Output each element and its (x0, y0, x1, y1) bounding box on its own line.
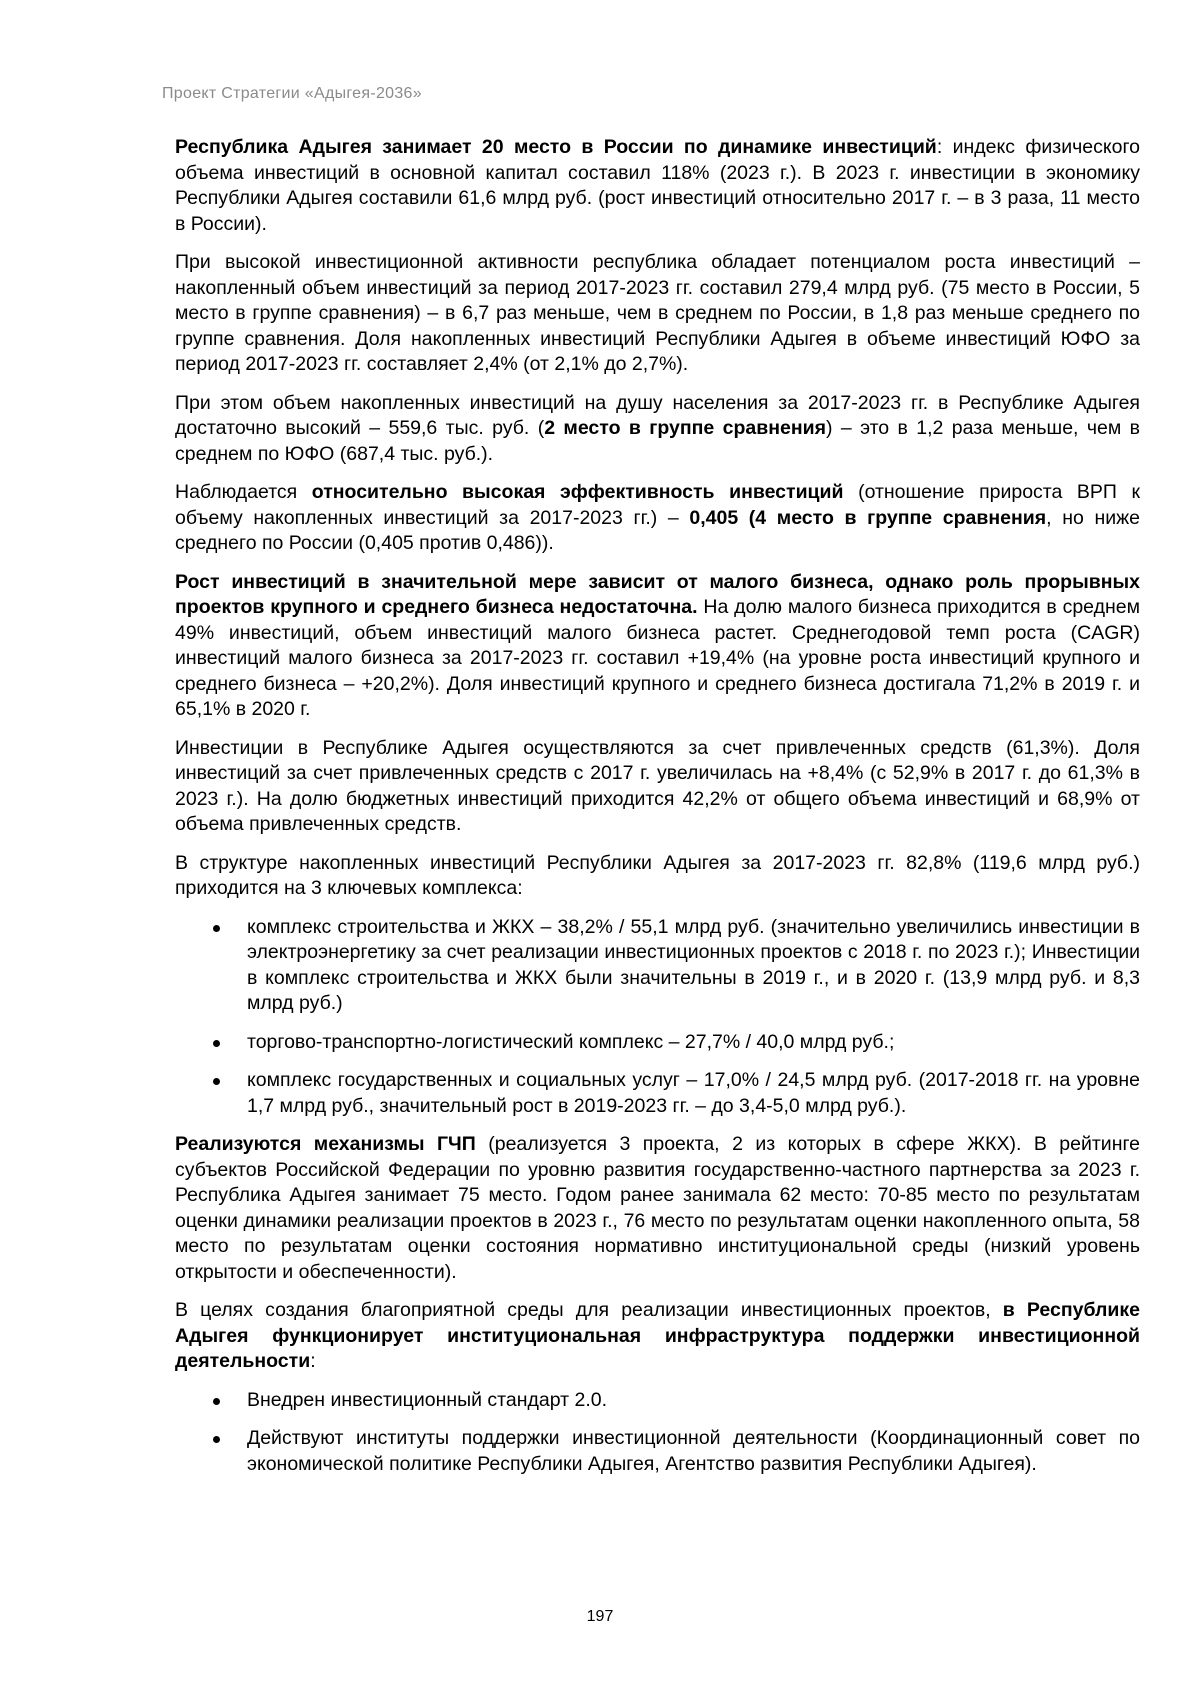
bullet-icon (213, 1078, 220, 1085)
list-item (175, 1068, 1140, 1119)
running-header: Проект Стратегии «Адыгея-2036» (162, 85, 422, 102)
list-item-text: комплекс строительства и ЖКХ – 38,2% / 55,1 млрд руб. (значительно увеличились инвестиции в электроэнергетику за счет реализации инвестиционных проектов с 2018 г. по 2023 г.); Инвестиции в комплекс строительства и ЖКХ были значительны в 2019 г., и в 2020 г. (13,9 млрд руб. и 8,3 млрд руб.) (247, 915, 1140, 1014)
paragraph-text: (отношение прироста ВРП к объему накопленных инвестиций за 2017-2023 гг.) – (175, 481, 1141, 529)
list-item-text: комплекс государственных и социальных услуг – 17,0% / 24,5 млрд руб. (2017-2018 гг. на уровне 1,7 млрд руб., значительный рост в 2019-2023 гг. – до 3,4-5,0 млрд руб.). (247, 1069, 1140, 1117)
list-item (175, 1426, 1140, 1477)
bullet-icon (213, 925, 220, 932)
paragraph (175, 135, 1140, 237)
paragraph-text: При этом объем накопленных инвестиций на душу населения за 2017-2023 гг. в Республике Адыгея достаточно высокий – 559,6 тыс. руб. ( (175, 391, 1140, 439)
bold-text: Рост инвестиций в значительной мере зависит от малого бизнеса, однако роль прорывных проектов крупного и среднего бизнеса недостаточна. (175, 570, 1140, 618)
list-item-text: торгово-транспортно-логистический комплекс – 27,7% / 40,0 млрд руб.; (247, 1030, 895, 1053)
paragraph-text: В структуре накопленных инвестиций Республики Адыгея за 2017-2023 гг. 82,8% (119,6 млрд руб.) приходится на 3 ключевых комплекса: (175, 851, 1140, 899)
paragraph-text: Инвестиции в Республике Адыгея осуществляются за счет привлеченных средств (61,3%). Доля инвестиций за счет привлеченных средств с 2017 г. увеличилась на +8,4% (с 52,9% в 2017 г. до 61,3% в 2023 г.). На долю бюджетных инвестиций приходится 42,2% от общего объема инвестиций и 68,9% от объема привлеченных средств. (175, 736, 1140, 835)
paragraph (175, 570, 1140, 723)
bold-text: в Республике Адыгея функционирует институциональная инфраструктура поддержки инвестиционной деятельности (175, 1299, 1140, 1372)
bullet-icon (213, 1436, 220, 1443)
main-content (175, 135, 1140, 1490)
paragraph-text: , но ниже среднего по России (0,405 против 0,486)). (175, 506, 1141, 554)
bullet-list (175, 915, 1140, 1120)
paragraph (175, 736, 1140, 838)
list-item (175, 1388, 1140, 1414)
paragraph-text: При высокой инвестиционной активности республика обладает потенциалом роста инвестиций – накопленный объем инвестиций за период 2017-2023 гг. составил 279,4 млрд руб. (75 место в России, 5 место в группе сравнения) – в 6,7 раз меньше, чем в среднем по России, в 1,8 раз меньше среднего по группе сравнения. Доля накопленных инвестиций Республики Адыгея в объеме инвестиций ЮФО за период 2017-2023 гг. составляет 2,4% (от 2,1% до 2,7%). (175, 251, 1140, 375)
bullet-list (175, 1388, 1140, 1478)
paragraph (175, 480, 1140, 557)
paragraph-text: В целях создания благоприятной среды для реализации инвестиционных проектов, (175, 1299, 1003, 1321)
paragraph-text: Наблюдается (175, 481, 312, 503)
paragraph (175, 851, 1140, 902)
paragraph-text: : индекс физического объема инвестиций в основной капитал составил 118% (2023 г.). В 2023 г. инвестиции в экономику Республики Адыгея составили 61,6 млрд руб. (рост инвестиций относительно 2017 г. – в 3 раза, 11 место в России). (175, 136, 1141, 235)
paragraph-text: : (310, 1350, 316, 1372)
bullet-icon (213, 1398, 220, 1405)
paragraph (175, 250, 1140, 378)
list-item-text: Внедрен инвестиционный стандарт 2.0. (247, 1388, 608, 1411)
bold-text: 2 место в группе сравнения (544, 417, 826, 439)
bold-text: Реализуются механизмы ГЧП (175, 1133, 476, 1155)
page-number: 197 (586, 1608, 614, 1625)
paragraph (175, 1132, 1140, 1285)
list-item-text: Действуют институты поддержки инвестиционной деятельности (Координационный совет по экономической политике Республики Адыгея, Агентство развития Республики Адыгея). (247, 1427, 1140, 1475)
bold-text: 0,405 (4 место в группе сравнения (689, 506, 1047, 529)
bold-text: Республика Адыгея занимает 20 место в России по динамике инвестиций (175, 136, 937, 158)
paragraph-text: На долю малого бизнеса приходится в среднем 49% инвестиций, объем инвестиций малого бизнеса растет. Среднегодовой темп роста (CAGR) инвестиций малого бизнеса за 2017-2023 гг. составил +19,4% (на уровне роста инвестиций крупного и среднего бизнеса – +20,2%). Доля инвестиций крупного и среднего бизнеса достигала 71,2% в 2019 г. и 65,1% в 2020 г. (175, 596, 1140, 720)
paragraph (175, 391, 1140, 468)
paragraph-text: (реализуется 3 проекта, 2 из которых в сфере ЖКХ). В рейтинге субъектов Российской Федерации по уровню развития государственно-частного партнерства за 2023 г. Республика Адыгея занимает 75 место. Годом ранее занимала 62 место: 70-85 место по результатам оценки динамики реализации проектов в 2023 г., 76 место по результатам оценки накопленного опыта, 58 место по результатам оценки состояния нормативно институциональной среды (низкий уровень открытости и обеспеченности). (175, 1133, 1140, 1283)
list-item (175, 1030, 1140, 1056)
bullet-icon (213, 1040, 220, 1047)
paragraph-text: ) – это в 1,2 раза меньше, чем в среднем по ЮФО (687,4 тыс. руб.). (175, 417, 1140, 465)
paragraph (175, 1298, 1140, 1375)
bold-text: относительно высокая эффективность инвестиций (311, 481, 844, 503)
list-item (175, 915, 1140, 1017)
